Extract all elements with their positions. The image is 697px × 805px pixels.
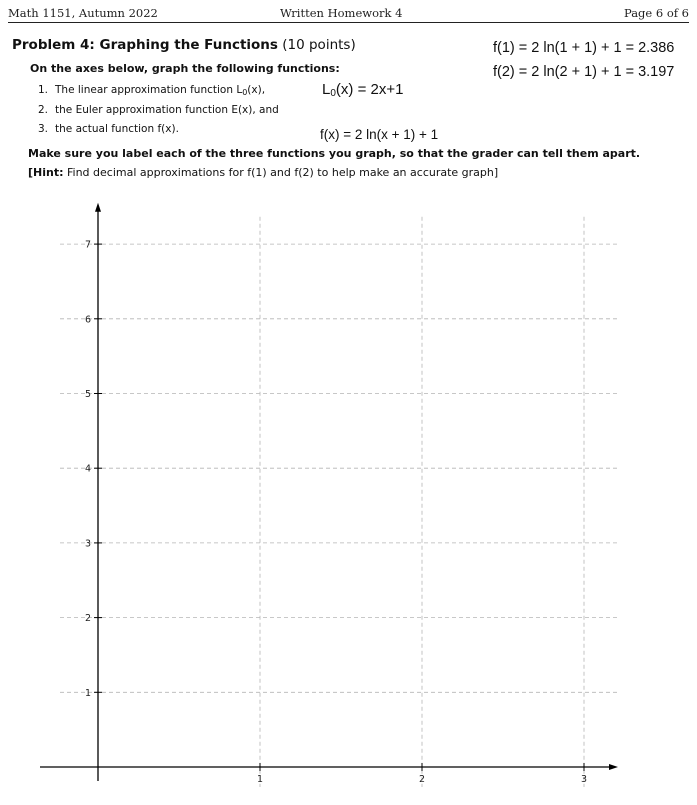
- list-item: 1. The linear approximation function $L_0(x)$,: [38, 84, 266, 97]
- x-tick-label: 1: [256, 774, 264, 785]
- course-name: Math 1151, Autumn 2022: [8, 6, 158, 20]
- y-tick-label: 5: [84, 389, 91, 400]
- y-tick-label: 2: [84, 613, 91, 625]
- x-tick-label: 3: [580, 774, 588, 785]
- x-axis-arrow: [609, 764, 618, 770]
- instruction-text: On the axes below, graph the following functions:: [30, 62, 340, 75]
- problem-title-bold: Problem 4: Graphing the Functions: [12, 37, 278, 53]
- page-number: Page 6 of 6: [623, 6, 689, 20]
- y-tick-label: 1: [84, 687, 91, 699]
- y-tick-label: 3: [84, 538, 91, 550]
- y-axis-arrow: [95, 203, 101, 212]
- assignment-name: Written Homework 4: [280, 6, 403, 20]
- problem-points: (10 points): [282, 37, 356, 53]
- list-item: 3. the actual function f(x).: [38, 123, 179, 135]
- y-tick-label: 4: [84, 463, 91, 475]
- annotation-l0: $L_0(x) = 2x+1$: [322, 81, 404, 99]
- annotation-f2: f(2) = 2 ln(2 + 1) + 1 = 3.197: [493, 64, 675, 80]
- y-tick-label: 7: [84, 239, 91, 251]
- list-item: 2. the Euler approximation function E(x), and: [38, 103, 279, 116]
- hint-text: [Hint: Find decimal approximations for f(1) and f(2) to help make an accurate graph]: [28, 166, 499, 179]
- label-instruction: Make sure you label each of the three functions you graph, so that the grader can tell them apart.: [28, 147, 641, 160]
- annotation-fx: f(x) = 2 ln(x + 1) + 1: [320, 127, 439, 142]
- x-tick-label: 2: [418, 774, 426, 785]
- annotation-f1: f(1) = 2 ln(1 + 1) + 1 = 2.386: [493, 40, 675, 56]
- y-tick-label: 6: [84, 314, 91, 326]
